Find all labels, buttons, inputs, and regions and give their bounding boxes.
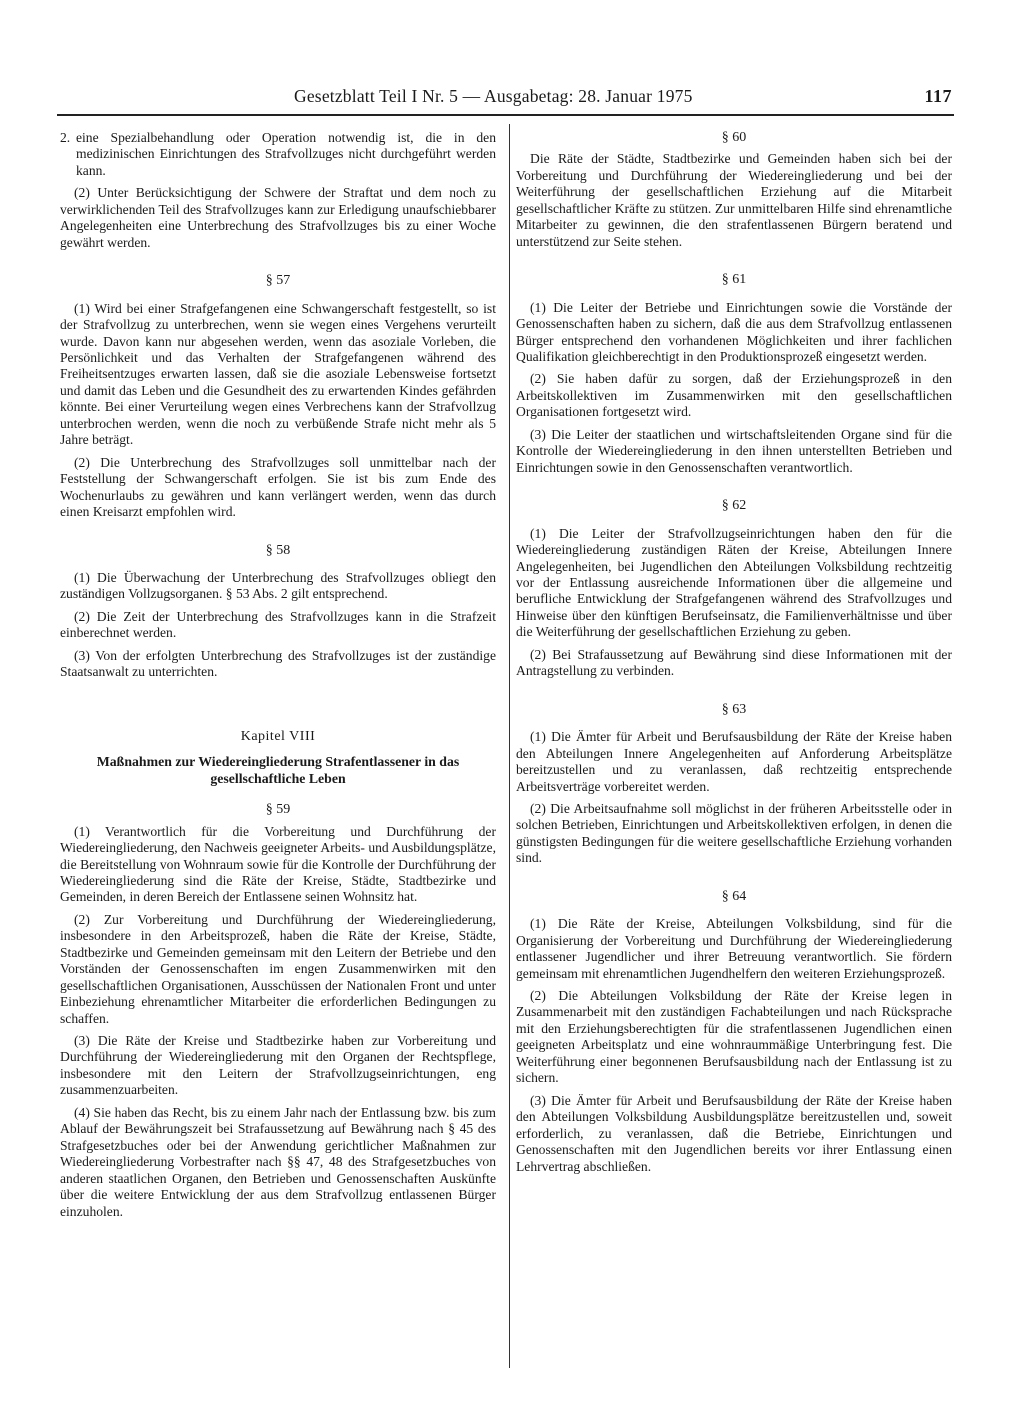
paragraph-62-1: (1) Die Leiter der Strafvollzugseinrichtungen haben den für die Wiedereingliederung zuständigen Räten der Kreise, Abteilungen Innere Angelegenheiten, bei Jugendlichen den Abteilungen Volksbildung rechtzeitig vor der Entlassung ausreichende Informationen über die allgemeine und berufliche Entwicklung der Strafgefangenen während des Strafvollzuges und Hinweise über den künftigen Berufseinsatz, die Familienverhältnisse und über die Weiterführung der gesellschaftlichen Erziehung zu geben. [516, 525, 952, 640]
paragraph-61-3: (3) Die Leiter der staatlichen und wirtschaftsleitenden Organe sind für die Kontrolle der Wiedereingliederung in den ihnen unterstellten Betrieben und Einrichtungen sowie in den Genossenschaften verantwortlich. [516, 426, 952, 475]
section-heading-58: § 58 [265, 542, 291, 558]
section-heading-59: § 59 [265, 802, 291, 818]
paragraph-60: Die Räte der Städte, Stadtbezirke und Gemeinden haben sich bei der Vorbereitung und Durchführung der Wiedereingliederung und bei der Weiterführung der gesellschaftlichen Erziehung auf die Mitarbeit gesellschaftlicher Kräfte zu stützen. Zur unmittelbaren Hilfe sind ehrenamtliche Mitarbeiter zu gewinnen, die den strafentlassenen Bürgern beratend und unterstützend zur Seite stehen. [516, 151, 952, 249]
section-heading-62: § 62 [721, 498, 747, 514]
right-column [516, 130, 952, 1181]
paragraph-59-1: (1) Verantwortlich für die Vorbereitung und Durchführung der Wiedereingliederung, den Nachweis geeigneter Arbeits- und Ausbildungsplätze, die Bereitstellung von Wohnraum sowie für die Kontrolle der Durchführung der Wiedereingliederung sind die Räte der Kreise, Städte, Stadtbezirke und Gemeinden, in deren Bereich der Entlassene seinen Wohnsitz hat. [60, 823, 496, 905]
section-heading-57: § 57 [265, 273, 291, 289]
paragraph-58-1: (1) Die Überwachung der Unterbrechung des Strafvollzuges obliegt den zuständigen Vollzugsorganen. § 53 Abs. 2 gilt entsprechend. [60, 569, 496, 602]
paragraph-62-2: (2) Bei Strafaussetzung auf Bewährung sind diese Informationen mit der Antragstellung zu verbinden. [516, 646, 952, 679]
list-item-number: 2. [60, 130, 71, 145]
page-header [0, 86, 1024, 116]
paragraph-59-3: (3) Die Räte der Kreise und Stadtbezirke haben zur Vorbereitung und Durchführung der Wiedereingliederung mit den Organen der Rechtspflege, insbesondere mit den Leitern der Strafvollzugseinrichtungen, eng zusammenzuarbeiten. [60, 1033, 496, 1098]
section-heading-61: § 61 [721, 272, 747, 288]
header-rule [57, 114, 954, 116]
list-item-2 [60, 130, 496, 179]
chapter-title: Maßnahmen zur Wiedereingliederung Strafentlassener in das gesellschaftliche Leben [96, 754, 460, 787]
paragraph-57-2: (2) Die Unterbrechung des Strafvollzuges soll unmittelbar nach der Feststellung der Schwangerschaft erfolgen. Sie ist bis zum Ende des Wochenurlaubs zu gewähren und kann verlängert werden, wenn das durch einen Kreisarzt empfohlen wird. [60, 454, 496, 520]
chapter-label: Kapitel VIII [240, 728, 316, 744]
paragraph-64-1: (1) Die Räte der Kreise, Abteilungen Volksbildung, sind für die Organisierung der Vorbereitung und Durchführung der Wiedereingliederung entlassener Jugendlicher und ihrer Betreuung verantwortlich. Sie fördern gemeinsam mit ehrenamtlichen Jugendhelfern den weiteren Erziehungsprozeß. [516, 916, 952, 981]
paragraph-58-2: (2) Die Zeit der Unterbrechung des Strafvollzuges kann in die Strafzeit einberechnet werden. [60, 608, 496, 641]
list-item-text: eine Spezialbehandlung oder Operation notwendig ist, die in den medizinischen Einrichtungen des Strafvollzuges nicht durchgeführt werden kann. [76, 130, 496, 178]
section-heading-63: § 63 [721, 701, 747, 717]
section-heading-60: § 60 [721, 130, 747, 145]
paragraph-56-2: (2) Unter Berücksichtigung der Schwere der Straftat und dem noch zu verwirklichenden Teil des Strafvollzuges kann zur Erledigung unaufschiebbarer Angelegenheiten eine Unterbrechung des Strafvollzuges bis zu einer Woche gewährt werden. [60, 185, 496, 250]
paragraph-59-2: (2) Zur Vorbereitung und Durchführung der Wiedereingliederung, insbesondere in den Arbeitsprozeß, haben die Räte der Kreise, Städte, Stadtbezirke und Gemeinden gemeinsam mit den Leitern der Betriebe und den Vorständen der Genossenschaften im engen Zusammenwirken mit den gesellschaftlichen Organisationen, Ausschüssen der Nationalen Front und unter Einbeziehung ehrenamtlicher Mitarbeiter die erforderlichen Bedingungen zu schaffen. [60, 911, 496, 1026]
paragraph-64-3: (3) Die Ämter für Arbeit und Berufsausbildung der Räte der Kreise haben den Abteilungen Volksbildung Ausbildungsplätze bereitzustellen und, soweit erforderlich, zu veranlassen, daß die Betriebe, Einrichtungen und Genossenschaften mit den Jugendlichen bereits vor ihrer Entlassung einen Lehrvertrag abschließen. [516, 1092, 952, 1174]
page-number: 117 [924, 86, 952, 106]
paragraph-58-3: (3) Von der erfolgten Unterbrechung des Strafvollzuges ist der zuständige Staatsanwalt zu unterrichten. [60, 647, 496, 680]
paragraph-63-2: (2) Die Arbeitsaufnahme soll möglichst in der früheren Arbeitsstelle oder in solchen Betrieben, Einrichtungen und Arbeitskollektiven erfolgen, in denen die günstigsten Bedingungen für die weitere gesellschaftliche Erziehung vorhanden sind. [516, 800, 952, 866]
paragraph-57-1: (1) Wird bei einer Strafgefangenen eine Schwangerschaft festgestellt, so ist der Strafvollzug zu unterbrechen, wenn sie wegen eines Vergehens verurteilt wurde. Davon kann nur abgesehen werden, wenn das asoziale Vorleben, die Persönlichkeit und das Verhalten der Strafgefangenen während des Freiheitsentzuges erwarten lassen, daß sie die asoziale Lebensweise fortsetzt und damit das Leben und die Gesundheit des zu erwartenden Kindes gefährden könnte. Bei einer Verurteilung wegen eines Verbrechens kann der Strafvollzug unterbrochen werden, wenn die noch zu verbüßende Strafe nicht mehr als 5 Jahre beträgt. [60, 300, 496, 448]
paragraph-61-2: (2) Sie haben dafür zu sorgen, daß der Erziehungsprozeß in den Arbeitskollektiven im Zusammenwirken mit den gesellschaftlichen Organisationen fortgesetzt wird. [516, 371, 952, 420]
header-title: Gesetzblatt Teil I Nr. 5 — Ausgabetag: 28. Januar 1975 [294, 86, 693, 106]
paragraph-59-4: (4) Sie haben das Recht, bis zu einem Jahr nach der Entlassung bzw. bis zum Ablauf der Bewährungszeit bei Strafaussetzung auf Bewährung nach § 45 des Strafgesetzbuches oder bei der Anwendung gerichtlicher Maßnahmen zur Wiedereingliederung Vorbestrafter nach §§ 47, 48 des Strafgesetzbuches von anderen staatlichen Organen, den Betrieben und Genossenschaften Auskünfte über die weitere Entwicklung der aus dem Strafvollzug entlassenen Bürger einzuholen. [60, 1104, 496, 1219]
paragraph-64-2: (2) Die Abteilungen Volksbildung der Räte der Kreise legen in Zusammenarbeit mit den zuständigen Fachabteilungen und nach Rücksprache mit den Erziehungsberechtigten für die strafentlassenen Jugendlichen einen geeigneten Arbeitsplatz und eine wohnraummäßige Unterbringung fest. Die Weiterführung einer begonnenen Berufsausbildung nach der Entlassung ist zu sichern. [516, 988, 952, 1086]
section-heading-64: § 64 [721, 888, 747, 904]
left-column [60, 130, 496, 1226]
paragraph-63-1: (1) Die Ämter für Arbeit und Berufsausbildung der Räte der Kreise haben den Abteilungen Innere Angelegenheiten auf Anforderung Arbeitsplätze bereitzustellen und zu veranlassen, daß rechtzeitig entsprechende Arbeitsverträge vorbereitet werden. [516, 729, 952, 794]
column-divider [509, 124, 510, 1368]
paragraph-61-1: (1) Die Leiter der Betriebe und Einrichtungen sowie die Vorstände der Genossenschaften haben zu sichern, daß die aus dem Strafvollzug entlassenen Bürger entsprechend den vorhandenen Möglichkeiten und ihrer fachlichen Qualifikation gleichberechtigt in den Produktionsprozeß eingesetzt werden. [516, 299, 952, 364]
